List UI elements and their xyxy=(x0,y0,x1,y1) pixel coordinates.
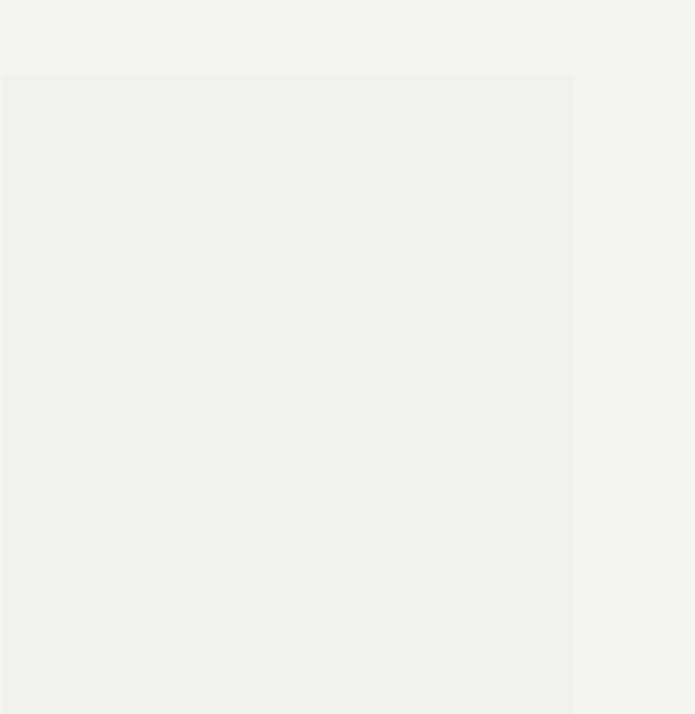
demand-table xyxy=(2,74,574,714)
